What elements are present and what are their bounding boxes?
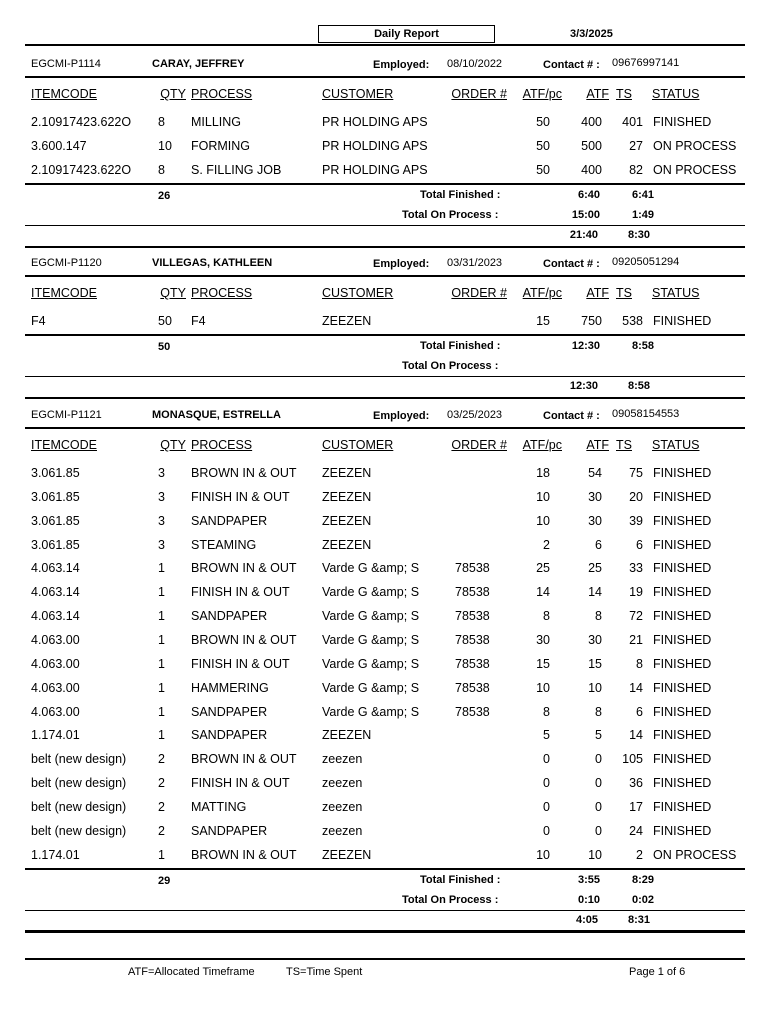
cell-atf-pc: 30	[536, 633, 550, 647]
contact-number: 09676997141	[612, 57, 680, 69]
cell-ts: 82	[629, 163, 643, 177]
cell-customer: Varde G &amp; S	[322, 633, 420, 647]
cell-itemcode: F4	[31, 314, 46, 328]
grand-ts: 8:58	[628, 380, 651, 392]
column-header-order: ORDER #	[451, 286, 507, 300]
rule	[25, 931, 745, 933]
cell-atf-pc: 25	[536, 561, 550, 575]
process-atf: 15:00	[571, 209, 600, 221]
cell-customer: Varde G &amp; S	[322, 657, 420, 671]
cell-process: BROWN IN & OUT	[191, 466, 297, 480]
cell-order: 78538	[455, 561, 490, 575]
cell-process: BROWN IN & OUT	[191, 633, 297, 647]
column-header-status: STATUS	[652, 286, 700, 300]
cell-customer: PR HOLDING APS	[322, 139, 428, 153]
column-header-process: PROCESS	[191, 438, 253, 452]
cell-itemcode: 3.600.147	[31, 139, 87, 153]
cell-itemcode: belt (new design)	[31, 776, 127, 790]
cell-atf-pc: 10	[536, 490, 550, 504]
cell-atf-pc: 10	[536, 681, 550, 695]
cell-status: FINISHED	[653, 585, 712, 599]
cell-qty: 3	[158, 538, 165, 552]
cell-status: FINISHED	[653, 800, 712, 814]
cell-customer: ZEEZEN	[322, 514, 372, 528]
cell-order: 78538	[455, 633, 490, 647]
cell-ts: 39	[629, 514, 643, 528]
cell-qty: 1	[158, 728, 165, 742]
cell-qty: 1	[158, 633, 165, 647]
cell-itemcode: 4.063.14	[31, 561, 80, 575]
cell-itemcode: 4.063.00	[31, 633, 80, 647]
cell-ts: 27	[629, 139, 643, 153]
rule	[25, 183, 745, 185]
cell-status: FINISHED	[653, 609, 712, 623]
cell-itemcode: 4.063.14	[31, 585, 80, 599]
cell-status: FINISHED	[653, 776, 712, 790]
cell-process: MATTING	[191, 800, 247, 814]
cell-itemcode: 3.061.85	[31, 466, 80, 480]
cell-process: FORMING	[191, 139, 251, 153]
cell-ts: 20	[629, 490, 643, 504]
column-header-order: ORDER #	[451, 438, 507, 452]
cell-customer: Varde G &amp; S	[322, 585, 420, 599]
cell-ts: 14	[629, 728, 643, 742]
cell-status: FINISHED	[653, 681, 712, 695]
top-rule	[25, 44, 745, 46]
cell-qty: 10	[158, 139, 172, 153]
cell-status: FINISHED	[653, 561, 712, 575]
cell-status: FINISHED	[653, 705, 712, 719]
footer-rule	[25, 958, 745, 960]
cell-atf: 0	[595, 800, 602, 814]
cell-itemcode: 4.063.00	[31, 705, 80, 719]
cell-atf-pc: 0	[543, 776, 550, 790]
cell-ts: 19	[629, 585, 643, 599]
cell-ts: 538	[622, 314, 643, 328]
rule	[25, 334, 745, 336]
cell-atf: 5	[595, 728, 602, 742]
cell-customer: ZEEZEN	[322, 538, 372, 552]
total-finished-label: Total Finished :	[420, 874, 501, 886]
cell-process: SANDPAPER	[191, 609, 268, 623]
employed-label: Employed:	[373, 59, 430, 71]
column-header-qty: QTY	[160, 438, 186, 452]
rule	[25, 427, 745, 429]
column-header-atf: ATF	[586, 87, 609, 101]
total-on-process-label: Total On Process :	[402, 209, 499, 221]
cell-customer: ZEEZEN	[322, 728, 372, 742]
cell-process: SANDPAPER	[191, 824, 268, 838]
cell-customer: PR HOLDING APS	[322, 163, 428, 177]
contact-label: Contact # :	[543, 258, 600, 270]
rule	[25, 376, 745, 377]
cell-process: MILLING	[191, 115, 242, 129]
cell-customer: ZEEZEN	[322, 314, 372, 328]
page-number: Page 1 of 6	[629, 966, 686, 978]
cell-atf-pc: 0	[543, 824, 550, 838]
cell-itemcode: 3.061.85	[31, 490, 80, 504]
cell-atf-pc: 50	[536, 163, 550, 177]
process-ts: 0:02	[632, 894, 655, 906]
cell-status: FINISHED	[653, 538, 712, 552]
cell-atf-pc: 14	[536, 585, 550, 599]
column-header-status: STATUS	[652, 438, 700, 452]
employee-name: VILLEGAS, KATHLEEN	[152, 257, 273, 269]
contact-label: Contact # :	[543, 410, 600, 422]
cell-status: FINISHED	[653, 633, 712, 647]
employee-name: MONASQUE, ESTRELLA	[152, 409, 281, 421]
rule	[25, 910, 745, 911]
cell-status: FINISHED	[653, 514, 712, 528]
cell-ts: 75	[629, 466, 643, 480]
cell-ts: 14	[629, 681, 643, 695]
column-header-atf: ATF	[586, 438, 609, 452]
cell-qty: 3	[158, 466, 165, 480]
cell-qty: 2	[158, 824, 165, 838]
cell-ts: 6	[636, 538, 643, 552]
cell-atf: 15	[588, 657, 602, 671]
cell-atf: 0	[595, 824, 602, 838]
cell-itemcode: 4.063.00	[31, 657, 80, 671]
column-header-itemcode: ITEMCODE	[31, 286, 97, 300]
cell-atf: 10	[588, 681, 602, 695]
cell-qty: 1	[158, 585, 165, 599]
cell-customer: Varde G &amp; S	[322, 705, 420, 719]
total-on-process-label: Total On Process :	[402, 894, 499, 906]
cell-atf-pc: 15	[536, 314, 550, 328]
cell-atf-pc: 8	[543, 705, 550, 719]
column-header-itemcode: ITEMCODE	[31, 438, 97, 452]
cell-process: SANDPAPER	[191, 728, 268, 742]
cell-itemcode: belt (new design)	[31, 800, 127, 814]
column-header-ts: TS	[616, 438, 632, 452]
cell-customer: Varde G &amp; S	[322, 561, 420, 575]
process-ts: 1:49	[632, 209, 655, 221]
cell-qty: 1	[158, 657, 165, 671]
finished-atf: 3:55	[577, 874, 600, 886]
column-header-process: PROCESS	[191, 87, 253, 101]
column-header-qty: QTY	[160, 87, 186, 101]
cell-process: BROWN IN & OUT	[191, 561, 297, 575]
cell-customer: zeezen	[322, 824, 363, 838]
total-finished-label: Total Finished :	[420, 340, 501, 352]
contact-number: 09058154553	[612, 408, 680, 420]
cell-status: FINISHED	[653, 824, 712, 838]
employed-label: Employed:	[373, 410, 430, 422]
cell-status: ON PROCESS	[653, 139, 737, 153]
cell-atf: 30	[588, 633, 602, 647]
cell-order: 78538	[455, 705, 490, 719]
contact-label: Contact # :	[543, 59, 600, 71]
column-header-atf-pc: ATF/pc	[522, 286, 562, 300]
cell-process: FINISH IN & OUT	[191, 776, 290, 790]
column-header-ts: TS	[616, 286, 632, 300]
cell-atf: 30	[588, 514, 602, 528]
employee-code: EGCMI-P1120	[31, 257, 102, 269]
cell-process: S. FILLING JOB	[191, 163, 282, 177]
column-header-atf-pc: ATF/pc	[522, 87, 562, 101]
cell-qty: 1	[158, 681, 165, 695]
cell-atf: 750	[581, 314, 602, 328]
employed-date: 08/10/2022	[447, 58, 503, 70]
rule	[25, 76, 745, 78]
rule	[25, 246, 745, 248]
cell-customer: ZEEZEN	[322, 848, 372, 862]
cell-atf-pc: 10	[536, 514, 550, 528]
cell-status: FINISHED	[653, 490, 712, 504]
cell-status: ON PROCESS	[653, 163, 737, 177]
column-header-ts: TS	[616, 87, 632, 101]
total-on-process-label: Total On Process :	[402, 360, 499, 372]
cell-qty: 3	[158, 490, 165, 504]
cell-status: ON PROCESS	[653, 848, 737, 862]
cell-customer: PR HOLDING APS	[322, 115, 428, 129]
grand-atf: 12:30	[569, 380, 598, 392]
finished-atf: 6:40	[577, 189, 600, 201]
cell-process: FINISH IN & OUT	[191, 657, 290, 671]
grand-atf: 21:40	[569, 229, 598, 241]
cell-status: FINISHED	[653, 466, 712, 480]
cell-process: HAMMERING	[191, 681, 269, 695]
cell-ts: 21	[629, 633, 643, 647]
cell-ts: 72	[629, 609, 643, 623]
employed-date: 03/25/2023	[447, 409, 503, 421]
cell-atf: 6	[595, 538, 602, 552]
cell-atf: 0	[595, 752, 602, 766]
atf-legend: ATF=Allocated Timeframe	[128, 966, 255, 978]
cell-atf-pc: 5	[543, 728, 550, 742]
cell-customer: ZEEZEN	[322, 466, 372, 480]
cell-order: 78538	[455, 657, 490, 671]
cell-qty: 1	[158, 705, 165, 719]
cell-atf-pc: 50	[536, 115, 550, 129]
rule	[25, 868, 745, 870]
rule	[25, 275, 745, 277]
process-atf: 0:10	[577, 894, 600, 906]
cell-itemcode: 4.063.00	[31, 681, 80, 695]
qty-total: 50	[158, 341, 171, 353]
cell-order: 78538	[455, 585, 490, 599]
cell-atf: 10	[588, 848, 602, 862]
cell-ts: 17	[629, 800, 643, 814]
cell-atf-pc: 10	[536, 848, 550, 862]
report-date: 3/3/2025	[570, 28, 613, 40]
column-header-status: STATUS	[652, 87, 700, 101]
cell-qty: 50	[158, 314, 172, 328]
cell-itemcode: belt (new design)	[31, 752, 127, 766]
cell-itemcode: 2.10917423.622O	[31, 163, 132, 177]
cell-ts: 401	[622, 115, 643, 129]
ts-legend: TS=Time Spent	[286, 966, 363, 978]
grand-ts: 8:30	[628, 229, 651, 241]
grand-ts: 8:31	[628, 914, 651, 926]
qty-total: 29	[158, 875, 171, 887]
cell-ts: 105	[622, 752, 643, 766]
cell-order: 78538	[455, 609, 490, 623]
cell-itemcode: 3.061.85	[31, 538, 80, 552]
cell-process: F4	[191, 314, 206, 328]
rule	[25, 397, 745, 399]
cell-atf-pc: 0	[543, 800, 550, 814]
rule	[25, 225, 745, 226]
column-header-customer: CUSTOMER	[322, 286, 394, 300]
cell-process: BROWN IN & OUT	[191, 752, 297, 766]
cell-ts: 2	[636, 848, 643, 862]
cell-qty: 8	[158, 163, 165, 177]
cell-ts: 33	[629, 561, 643, 575]
cell-order: 78538	[455, 681, 490, 695]
cell-status: FINISHED	[653, 657, 712, 671]
cell-atf: 8	[595, 705, 602, 719]
cell-customer: ZEEZEN	[322, 490, 372, 504]
cell-itemcode: 1.174.01	[31, 848, 80, 862]
cell-atf: 500	[581, 139, 602, 153]
cell-status: FINISHED	[653, 314, 712, 328]
cell-ts: 8	[636, 657, 643, 671]
cell-customer: zeezen	[322, 800, 363, 814]
cell-process: STEAMING	[191, 538, 257, 552]
cell-atf: 400	[581, 115, 602, 129]
employee-name: CARAY, JEFFREY	[152, 58, 245, 70]
employed-date: 03/31/2023	[447, 257, 503, 269]
cell-process: FINISH IN & OUT	[191, 585, 290, 599]
cell-qty: 3	[158, 514, 165, 528]
cell-qty: 8	[158, 115, 165, 129]
cell-atf-pc: 2	[543, 538, 550, 552]
column-header-order: ORDER #	[451, 87, 507, 101]
cell-atf-pc: 0	[543, 752, 550, 766]
cell-process: FINISH IN & OUT	[191, 490, 290, 504]
cell-qty: 1	[158, 848, 165, 862]
cell-atf-pc: 18	[536, 466, 550, 480]
cell-ts: 24	[629, 824, 643, 838]
employed-label: Employed:	[373, 258, 430, 270]
cell-atf: 25	[588, 561, 602, 575]
cell-status: FINISHED	[653, 115, 712, 129]
cell-atf: 30	[588, 490, 602, 504]
cell-status: FINISHED	[653, 728, 712, 742]
cell-atf-pc: 15	[536, 657, 550, 671]
cell-qty: 2	[158, 752, 165, 766]
cell-atf: 14	[588, 585, 602, 599]
cell-itemcode: 2.10917423.622O	[31, 115, 132, 129]
cell-itemcode: 3.061.85	[31, 514, 80, 528]
cell-customer: zeezen	[322, 752, 363, 766]
qty-total: 26	[158, 190, 171, 202]
column-header-atf-pc: ATF/pc	[522, 438, 562, 452]
grand-atf: 4:05	[575, 914, 598, 926]
contact-number: 09205051294	[612, 256, 680, 268]
finished-ts: 6:41	[632, 189, 655, 201]
cell-itemcode: 4.063.14	[31, 609, 80, 623]
finished-ts: 8:58	[632, 340, 655, 352]
cell-customer: Varde G &amp; S	[322, 609, 420, 623]
cell-customer: zeezen	[322, 776, 363, 790]
cell-status: FINISHED	[653, 752, 712, 766]
cell-qty: 1	[158, 609, 165, 623]
cell-atf: 0	[595, 776, 602, 790]
cell-atf: 400	[581, 163, 602, 177]
cell-process: SANDPAPER	[191, 705, 268, 719]
cell-qty: 2	[158, 800, 165, 814]
cell-qty: 1	[158, 561, 165, 575]
cell-atf: 8	[595, 609, 602, 623]
cell-process: SANDPAPER	[191, 514, 268, 528]
cell-atf: 54	[588, 466, 602, 480]
finished-atf: 12:30	[571, 340, 600, 352]
column-header-customer: CUSTOMER	[322, 87, 394, 101]
cell-atf-pc: 8	[543, 609, 550, 623]
cell-customer: Varde G &amp; S	[322, 681, 420, 695]
cell-ts: 36	[629, 776, 643, 790]
cell-itemcode: belt (new design)	[31, 824, 127, 838]
column-header-itemcode: ITEMCODE	[31, 87, 97, 101]
cell-process: BROWN IN & OUT	[191, 848, 297, 862]
employee-code: EGCMI-P1114	[31, 58, 101, 70]
cell-ts: 6	[636, 705, 643, 719]
cell-qty: 2	[158, 776, 165, 790]
cell-itemcode: 1.174.01	[31, 728, 80, 742]
column-header-atf: ATF	[586, 286, 609, 300]
cell-atf-pc: 50	[536, 139, 550, 153]
finished-ts: 8:29	[632, 874, 655, 886]
report-title: Daily Report	[318, 25, 495, 43]
column-header-customer: CUSTOMER	[322, 438, 394, 452]
column-header-process: PROCESS	[191, 286, 253, 300]
rule	[25, 930, 745, 931]
employee-code: EGCMI-P1121	[31, 409, 102, 421]
column-header-qty: QTY	[160, 286, 186, 300]
total-finished-label: Total Finished :	[420, 189, 501, 201]
